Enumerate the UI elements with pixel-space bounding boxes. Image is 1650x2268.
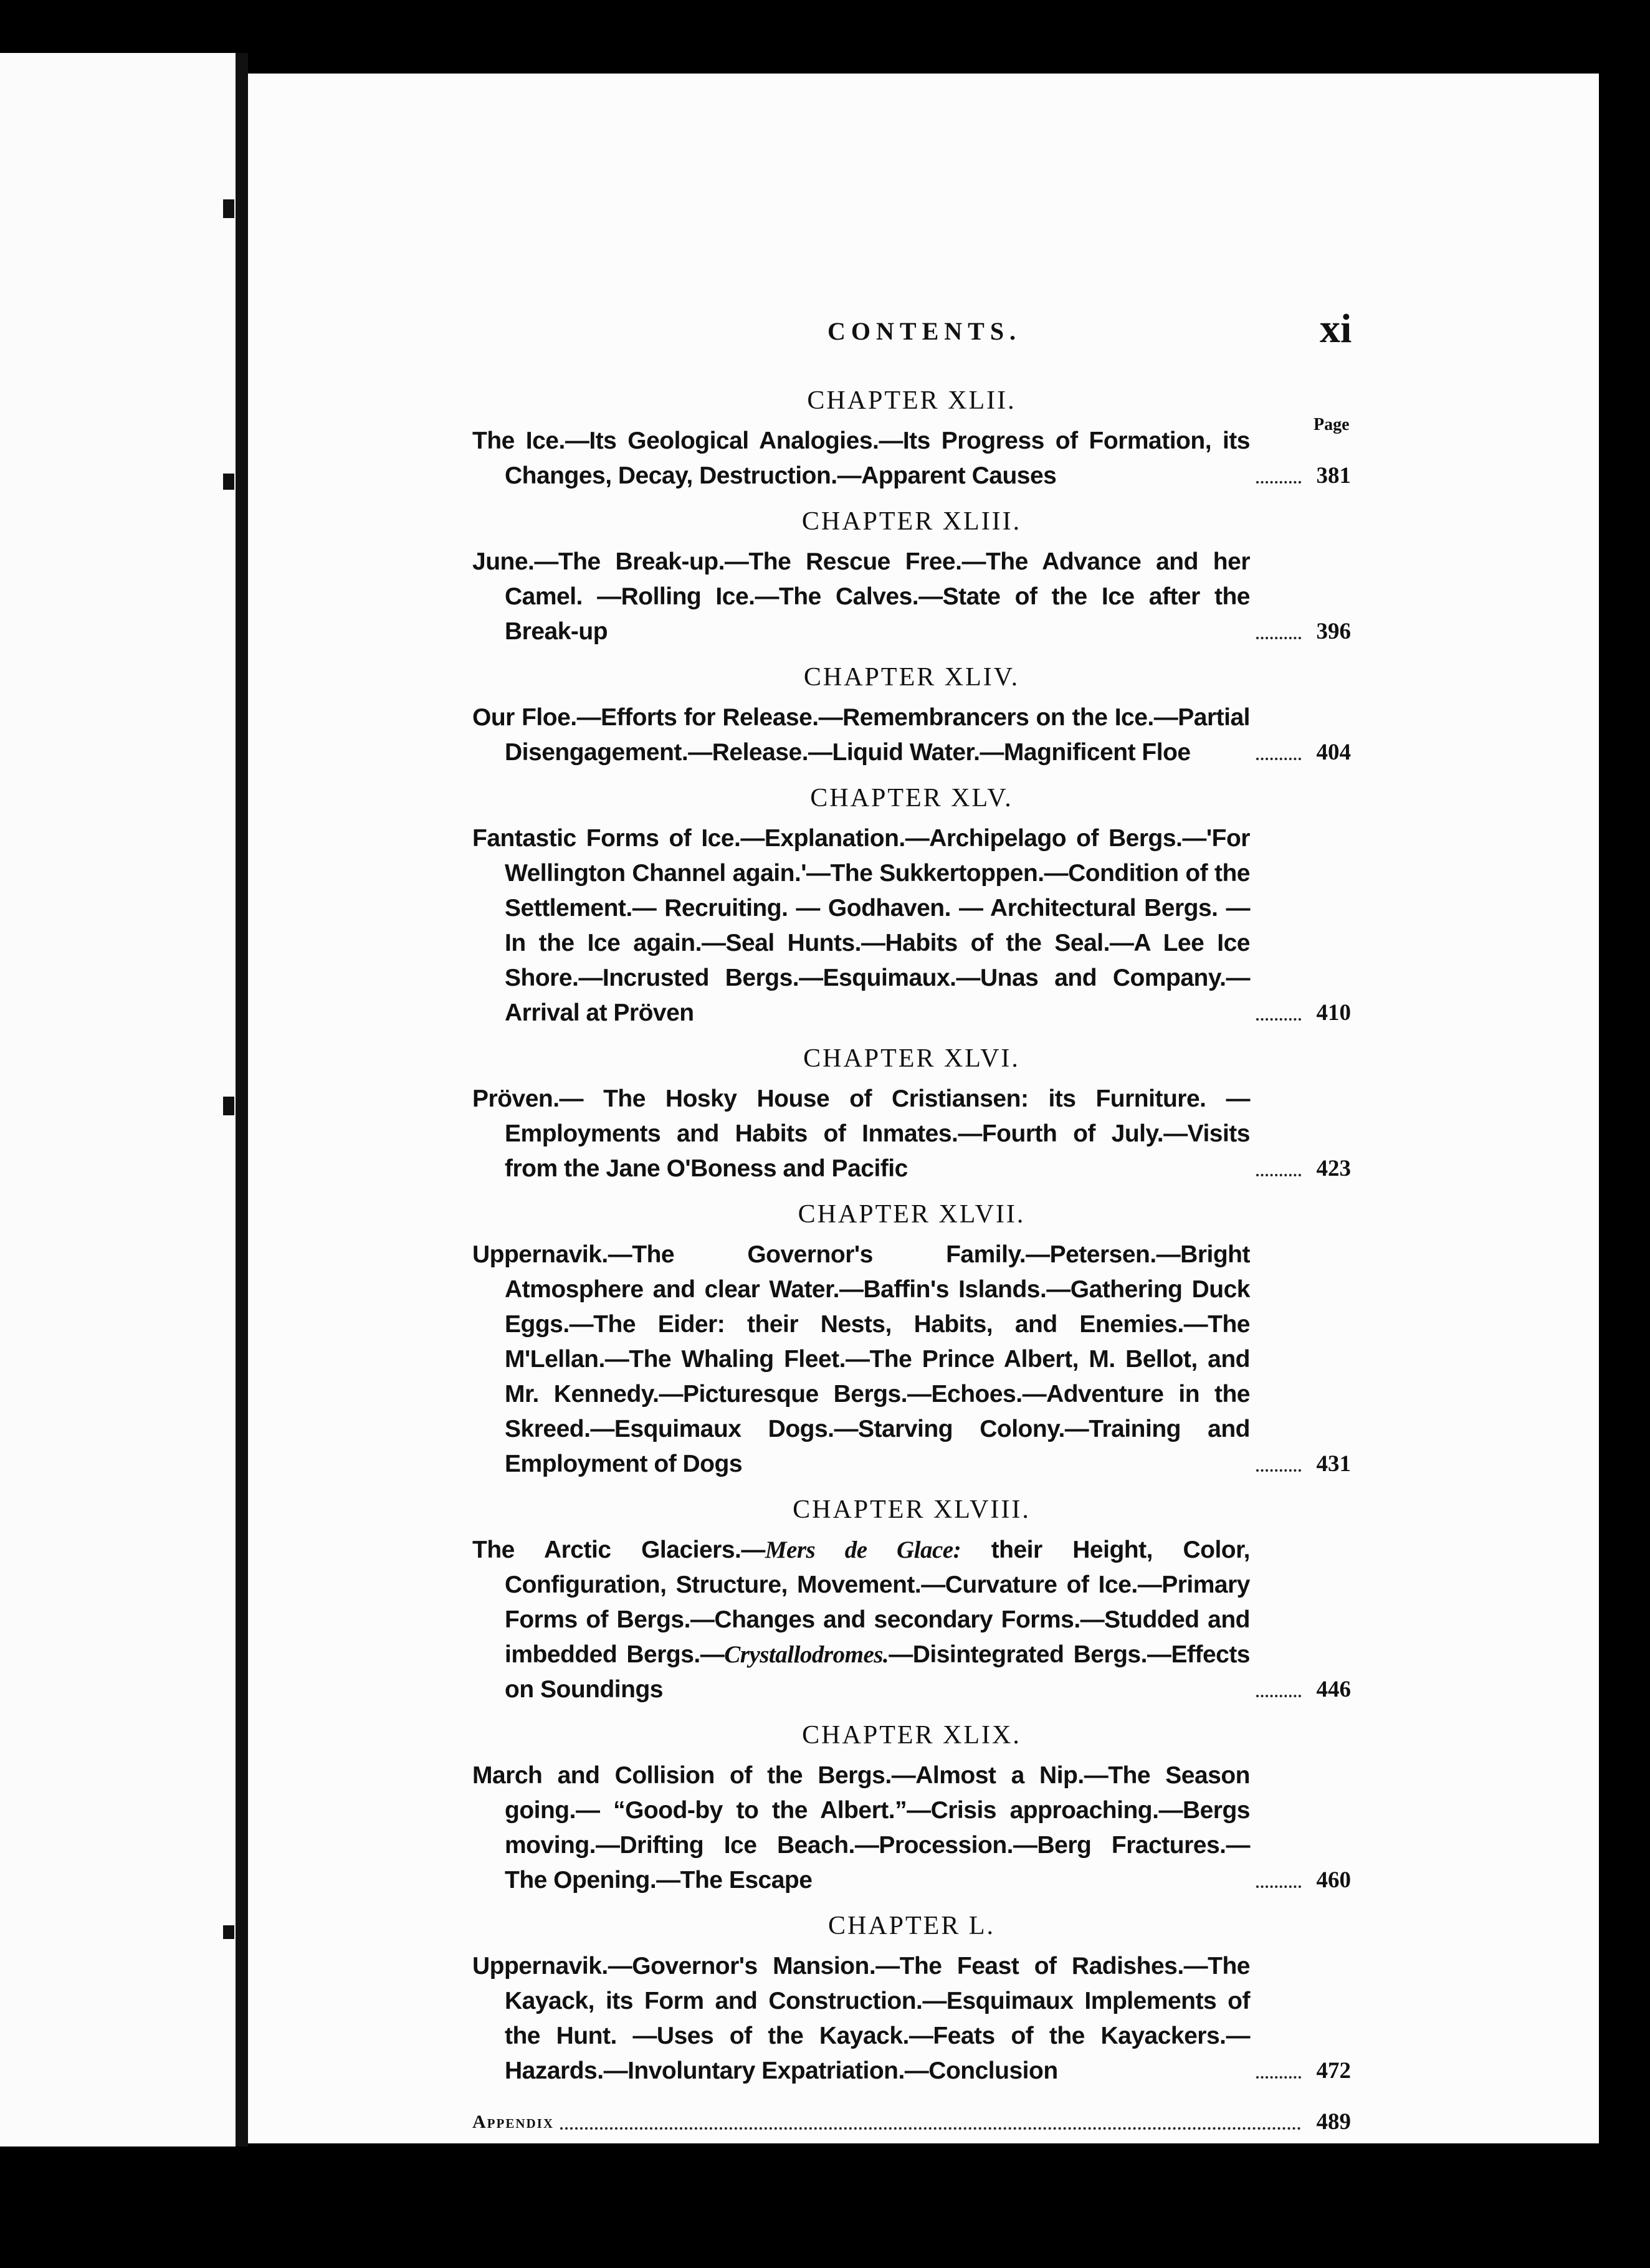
toc-chapter xyxy=(472,1716,1351,1898)
chapter-page: 404 xyxy=(1316,740,1351,765)
chapter-summary: The Ice.—Its Geological Analogies.—Its Progress of Formation, its Changes, Decay, Destruction.—Apparent Causes xyxy=(472,427,1250,489)
chapter-page: 460 xyxy=(1316,1867,1351,1893)
toc-entry xyxy=(472,424,1351,493)
summary-text: their Height, Color, Configuration, Structure, Movement.—Curvature of Ice.—Primary Forms of Bergs.—Changes and secondary Forms.—Studded and imbedded Bergs.— xyxy=(505,1537,1250,1668)
gutter-mark xyxy=(223,199,234,218)
book-page xyxy=(248,74,1599,2143)
toc-entry xyxy=(472,700,1351,770)
toc-chapter xyxy=(472,1039,1351,1186)
running-head: CONTENTS. xyxy=(827,317,1022,345)
toc-chapter xyxy=(472,1907,1351,2089)
toc-entry xyxy=(472,545,1351,649)
toc-chapter xyxy=(472,779,1351,1031)
toc-entry xyxy=(472,1082,1351,1186)
toc-entry xyxy=(472,1949,1351,2089)
dot-leader xyxy=(1256,1695,1301,1697)
toc-appendix xyxy=(472,2105,1351,2140)
italic-term: Crystallodromes. xyxy=(724,1641,889,1668)
chapter-summary: Our Floe.—Efforts for Release.—Remembrancers on the Ice.—Partial Disengagement.—Release.—Liquid Water.—Magnificent Floe xyxy=(472,704,1250,766)
chapter-page: 396 xyxy=(1316,619,1351,644)
dot-leader xyxy=(1256,1174,1301,1176)
chapter-title: CHAPTER XLVIII. xyxy=(793,1495,1031,1524)
gutter-mark xyxy=(223,1925,234,1939)
table-of-contents xyxy=(472,381,1351,2140)
chapter-title: CHAPTER XLII. xyxy=(807,386,1016,415)
chapter-summary: March and Collision of the Bergs.—Almost a Nip.—The Season going.— “Good-by to the Albert.”—Crisis approaching.—Bergs moving.—Drifting Ice Beach.—Procession.—Berg Fractures.—The Opening.—The Escape xyxy=(472,1762,1250,1894)
dot-leader xyxy=(1256,637,1301,639)
dot-leader xyxy=(1256,1469,1301,1472)
book-gutter xyxy=(236,53,248,2146)
chapter-title: CHAPTER L. xyxy=(827,1912,995,1940)
chapter-page: 472 xyxy=(1316,2058,1351,2084)
chapter-title: CHAPTER XLIV. xyxy=(803,663,1020,692)
chapter-title: CHAPTER XLVI. xyxy=(803,1044,1020,1073)
left-page-edge xyxy=(0,53,237,2146)
chapter-summary: Pröven.— The Hosky House of Cristiansen: its Furniture. —Employments and Habits of Inmates.—Fourth of July.—Visits from the Jane O'Boness and Pacific xyxy=(472,1085,1250,1182)
summary-text: —Disintegrated Bergs.—Effects on Soundings xyxy=(505,1641,1250,1703)
chapter-summary: Uppernavik.—Governor's Mansion.—The Feast of Radishes.—The Kayack, its Form and Construction.—Esquimaux Implements of the Hunt. —Uses of the Kayack.—Feats of the Kayackers.—Hazards.—Involuntary Expatriation.—Conclusion xyxy=(472,1953,1250,2084)
chapter-title: CHAPTER XLIX. xyxy=(802,1721,1021,1750)
dot-leader xyxy=(1256,2076,1301,2079)
page-column-label: Page xyxy=(1314,415,1350,434)
chapter-page: 381 xyxy=(1316,463,1351,488)
toc-chapter xyxy=(472,502,1351,649)
summary-text: The Arctic Glaciers.— xyxy=(472,1537,765,1563)
dot-leader xyxy=(1256,481,1301,484)
dot-leader xyxy=(1256,1885,1301,1888)
chapter-page: 410 xyxy=(1316,1000,1351,1026)
toc-chapter xyxy=(472,1490,1351,1707)
toc-chapter xyxy=(472,1195,1351,1482)
chapter-title: CHAPTER XLIII. xyxy=(801,507,1022,536)
chapter-page: 423 xyxy=(1316,1156,1351,1181)
chapter-summary: Fantastic Forms of Ice.—Explanation.—Archipelago of Bergs.—'For Wellington Channel again.'—The Sukkertoppen.—Condition of the Settlement.— Recruiting. — Godhaven. — Architectural Bergs. — In the Ice again.—Seal Hunts.—Habits of the Seal.—A Lee Ice Shore.—Incrusted Bergs.—Esquimaux.—Unas and Company.—Arrival at Pröven xyxy=(472,825,1250,1026)
toc-entry xyxy=(472,821,1351,1031)
toc-entry xyxy=(472,1533,1351,1707)
chapter-title: CHAPTER XLVII. xyxy=(798,1200,1026,1229)
dot-leader xyxy=(560,2127,1301,2130)
appendix-label: Appendix xyxy=(472,2112,554,2132)
gutter-mark xyxy=(223,474,234,490)
toc-entry xyxy=(472,1237,1351,1482)
chapter-title: CHAPTER XLV. xyxy=(810,784,1013,812)
dot-leader xyxy=(1256,758,1301,760)
dot-leader xyxy=(1256,1018,1301,1021)
page-number: xi xyxy=(1320,306,1352,351)
gutter-mark xyxy=(223,1097,234,1115)
toc-entry xyxy=(472,1758,1351,1898)
chapter-summary: Uppernavik.—The Governor's Family.—Petersen.—Bright Atmosphere and clear Water.—Baffin's Islands.—Gathering Duck Eggs.—The Eider: their Nests, Habits, and Enemies.—The M'Lellan.—The Whaling Fleet.—The Prince Albert, M. Bellot, and Mr. Kennedy.—Picturesque Bergs.—Echoes.—Adventure in the Skreed.—Esquimaux Dogs.—Starving Colony.—Training and Employment of Dogs xyxy=(472,1241,1250,1477)
italic-term: Mers de Glace: xyxy=(765,1537,961,1563)
chapter-summary xyxy=(472,1533,1250,1707)
chapter-page: 431 xyxy=(1316,1451,1351,1477)
chapter-summary: June.—The Break-up.—The Rescue Free.—The Advance and her Camel. —Rolling Ice.—The Calves.—State of the Ice after the Break-up xyxy=(472,548,1250,645)
appendix-page: 489 xyxy=(1316,2109,1351,2135)
chapter-page: 446 xyxy=(1316,1677,1351,1702)
toc-chapter xyxy=(472,658,1351,770)
toc-chapter xyxy=(472,381,1351,493)
